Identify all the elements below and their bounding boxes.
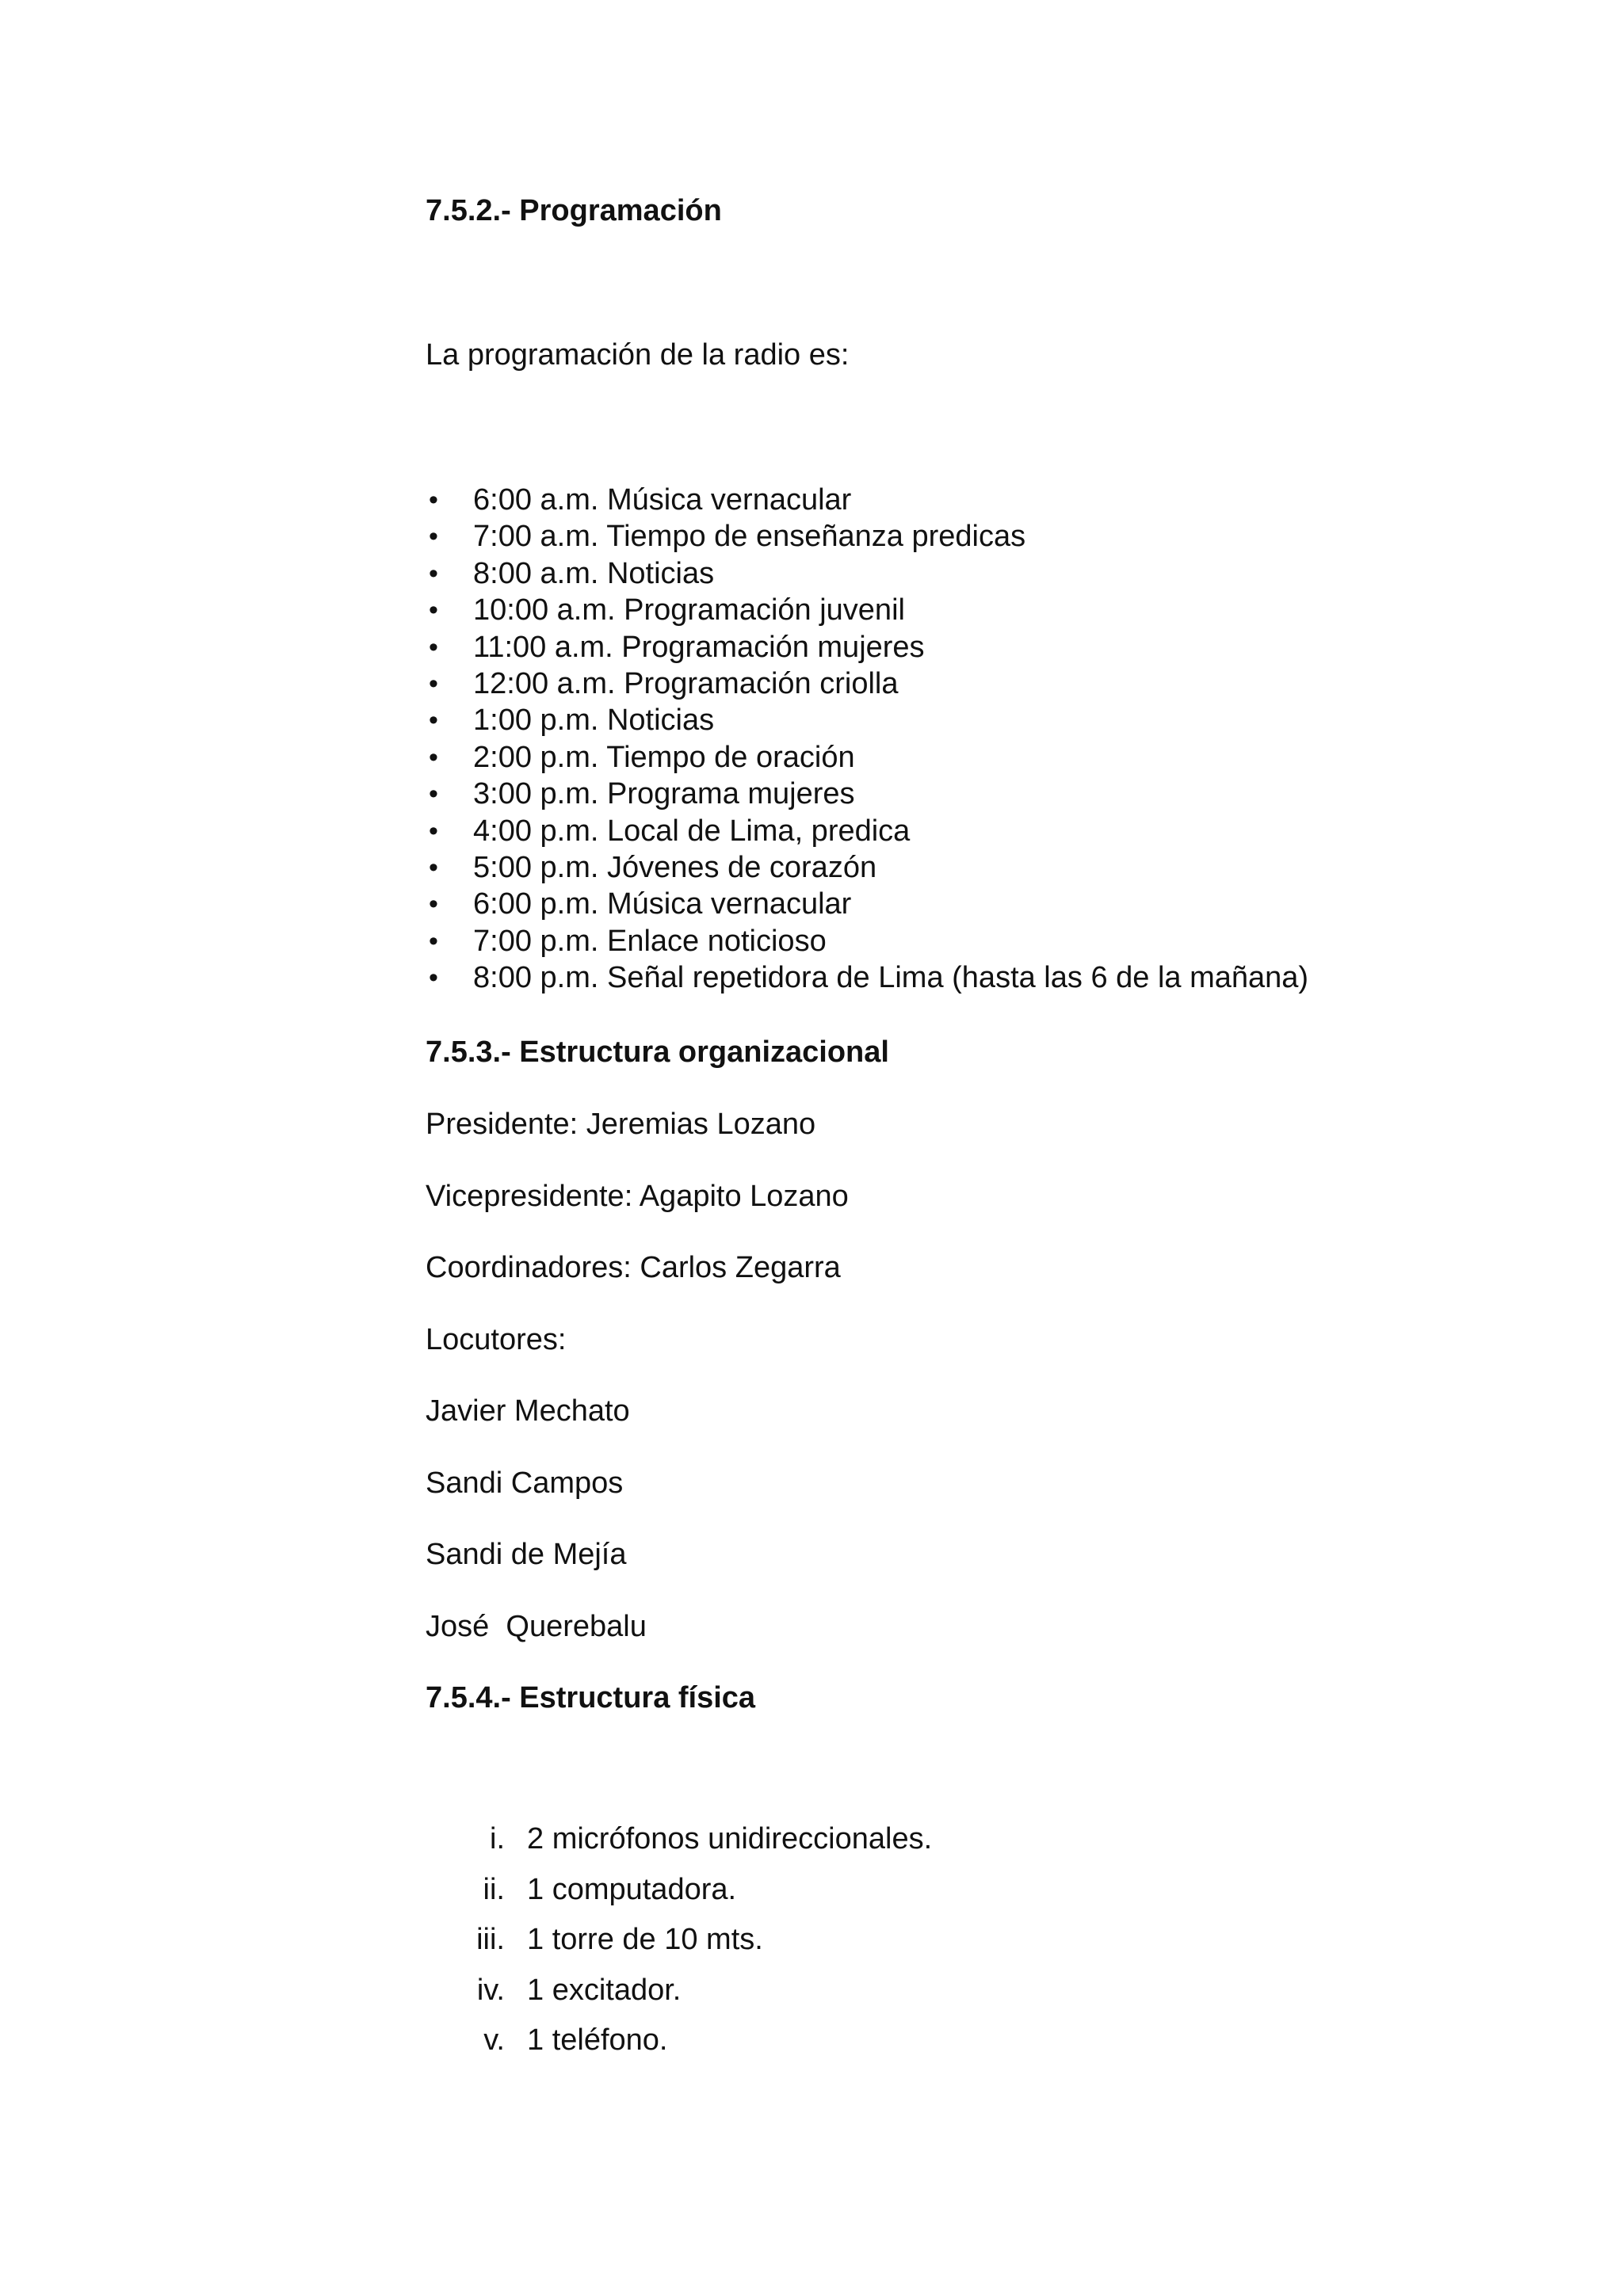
org-line-presidente: Presidente: Jeremias Lozano xyxy=(426,1108,816,1141)
schedule-item xyxy=(426,629,1308,666)
bullet-icon: • xyxy=(429,595,438,626)
schedule-list xyxy=(426,482,1308,996)
schedule-item xyxy=(426,739,1308,776)
schedule-item xyxy=(426,518,1308,555)
schedule-item xyxy=(426,849,1308,886)
schedule-item-text: 2:00 p.m. Tiempo de oración xyxy=(473,740,855,774)
schedule-item xyxy=(426,886,1308,922)
list-number: v. xyxy=(483,2023,505,2057)
schedule-item-text: 7:00 a.m. Tiempo de enseñanza predicas xyxy=(473,520,1026,554)
schedule-item-text: 12:00 a.m. Programación criolla xyxy=(473,666,899,700)
equipment-item-text: 2 micrófonos unidireccionales. xyxy=(527,1822,933,1855)
org-line-coordinadores: Coordinadores: Carlos Zegarra xyxy=(426,1251,841,1284)
schedule-item-text: 8:00 p.m. Señal repetidora de Lima (hasta las 6 de la mañana) xyxy=(473,961,1309,995)
locutor-name: José Querebalu xyxy=(426,1610,647,1643)
bullet-icon: • xyxy=(429,558,438,589)
section-heading-estructura-organizacional: 7.5.3.- Estructura organizacional xyxy=(426,1035,889,1069)
equipment-item-text: 1 excitador. xyxy=(527,1973,682,2007)
bullet-icon: • xyxy=(429,925,438,956)
schedule-item-text: 8:00 a.m. Noticias xyxy=(473,556,715,590)
schedule-item-text: 7:00 p.m. Enlace noticioso xyxy=(473,924,827,958)
schedule-item xyxy=(426,482,1308,518)
schedule-item-text: 10:00 a.m. Programación juvenil xyxy=(473,593,905,627)
bullet-icon: • xyxy=(429,631,438,662)
equipment-item-text: 1 torre de 10 mts. xyxy=(527,1923,763,1956)
locutor-name: Sandi de Mejía xyxy=(426,1538,627,1571)
bullet-icon: • xyxy=(429,889,438,920)
schedule-item xyxy=(426,555,1308,592)
bullet-icon: • xyxy=(429,779,438,810)
schedule-item-text: 1:00 p.m. Noticias xyxy=(473,704,715,738)
schedule-item-text: 6:00 a.m. Música vernacular xyxy=(473,483,852,517)
section-heading-programacion: 7.5.2.- Programación xyxy=(426,194,722,227)
section-heading-estructura-fisica: 7.5.4.- Estructura física xyxy=(426,1681,756,1714)
schedule-item xyxy=(426,959,1308,996)
bullet-icon: • xyxy=(429,485,438,515)
bullet-icon: • xyxy=(429,815,438,846)
schedule-item-text: 5:00 p.m. Jóvenes de corazón xyxy=(473,850,877,884)
equipment-item-text: 1 computadora. xyxy=(527,1872,737,1906)
bullet-icon: • xyxy=(429,705,438,736)
equipment-item-text: 1 teléfono. xyxy=(527,2023,668,2057)
bullet-icon: • xyxy=(429,742,438,772)
schedule-item xyxy=(426,592,1308,628)
schedule-item-text: 11:00 a.m. Programación mujeres xyxy=(473,630,925,664)
list-number: i. xyxy=(490,1822,505,1855)
bullet-icon: • xyxy=(429,521,438,552)
bullet-icon: • xyxy=(429,963,438,994)
list-number: ii. xyxy=(483,1872,505,1906)
list-number: iv. xyxy=(476,1973,505,2007)
list-number: iii. xyxy=(476,1923,505,1956)
schedule-item-text: 6:00 p.m. Música vernacular xyxy=(473,887,852,921)
locutor-name: Sandi Campos xyxy=(426,1466,624,1500)
bullet-icon: • xyxy=(429,668,438,699)
bullet-icon: • xyxy=(429,852,438,883)
schedule-item-text: 3:00 p.m. Programa mujeres xyxy=(473,777,855,811)
org-line-locutores: Locutores: xyxy=(426,1323,567,1356)
locutor-name: Javier Mechato xyxy=(426,1394,630,1428)
schedule-item xyxy=(426,776,1308,812)
schedule-item xyxy=(426,666,1308,702)
schedule-item xyxy=(426,813,1308,849)
programacion-intro: La programación de la radio es: xyxy=(426,338,850,372)
schedule-item xyxy=(426,923,1308,959)
schedule-item-text: 4:00 p.m. Local de Lima, predica xyxy=(473,814,911,848)
schedule-item xyxy=(426,702,1308,738)
org-line-vicepresidente: Vicepresidente: Agapito Lozano xyxy=(426,1180,849,1213)
